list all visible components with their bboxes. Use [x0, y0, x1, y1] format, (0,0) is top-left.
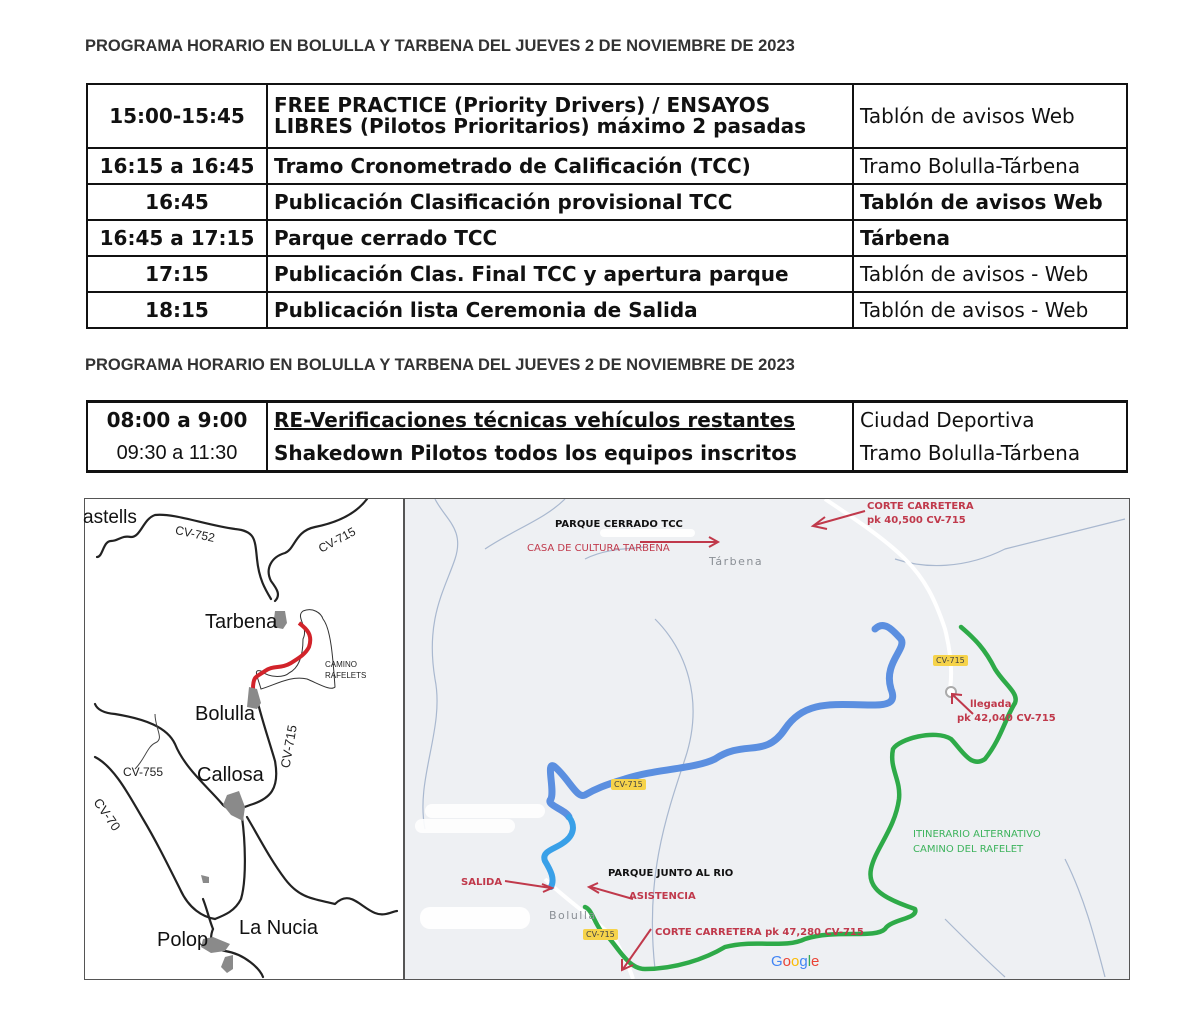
llegada-pk: pk 42,040 CV-715	[957, 713, 1056, 724]
parque-junto-rio-label: PARQUE JUNTO AL RIO	[608, 868, 734, 879]
time-cell: 08:00 a 9:00	[87, 402, 267, 437]
itinerario-label: ITINERARIO ALTERNATIVO	[913, 829, 1041, 840]
schematic-roads-icon	[85, 499, 403, 979]
llegada-label: llegada	[970, 699, 1012, 710]
location-cell: Tablón de avisos - Web	[853, 256, 1127, 292]
location-cell: Tárbena	[853, 220, 1127, 256]
schedule-heading-1: PROGRAMA HORARIO EN BOLULLA Y TARBENA DEL JUEVES 2 DE NOVIEMBRE DE 2023	[85, 36, 795, 55]
road-shield-cv715: CV-715	[611, 779, 646, 790]
table-row	[87, 184, 1127, 220]
road-label-cv715-north: CV-715	[316, 524, 358, 556]
route-map	[405, 499, 1129, 979]
camino-label: CAMINO RAFELETS	[325, 660, 367, 680]
activity-cell: RE-Verificaciones técnicas vehículos restantes	[267, 402, 853, 437]
location-cell: Tablón de avisos - Web	[853, 292, 1127, 328]
time-cell: 16:15 a 16:45	[87, 148, 267, 184]
time-cell: 18:15	[87, 292, 267, 328]
location-cell: Ciudad Deportiva	[853, 402, 1127, 437]
activity-cell: Shakedown Pilotos todos los equipos inscritos	[267, 437, 853, 472]
location-cell: Tablón de avisos Web	[853, 184, 1127, 220]
time-cell: 16:45 a 17:15	[87, 220, 267, 256]
town-label-polop: Polop	[157, 929, 209, 951]
corte-carretera-north-label: CORTE CARRETERA	[867, 501, 974, 512]
table-row	[87, 292, 1127, 328]
location-cell: Tramo Bolulla-Tárbena	[853, 148, 1127, 184]
schedule-heading-2: PROGRAMA HORARIO EN BOLULLA Y TARBENA DEL JUEVES 2 DE NOVIEMBRE DE 2023	[85, 355, 795, 374]
activity-cell: Publicación Clas. Final TCC y apertura parque	[267, 256, 853, 292]
table-row	[87, 220, 1127, 256]
activity-cell: FREE PRACTICE (Priority Drivers) / ENSAYOS LIBRES (Pilotos Prioritarios) máximo 2 pasadas	[267, 84, 853, 148]
town-label-bolulla: Bolulla	[195, 703, 256, 725]
town-label-la-nucia: La Nucia	[239, 917, 318, 939]
table-row	[87, 437, 1127, 472]
salida-label: SALIDA	[461, 877, 503, 888]
casa-cultura-label: CASA DE CULTURA TARBENA	[527, 543, 670, 554]
activity-cell: Parque cerrado TCC	[267, 220, 853, 256]
activity-cell: Publicación Clasificación provisional TCC	[267, 184, 853, 220]
road-shield-cv715: CV-715	[583, 929, 618, 940]
time-cell: 17:15	[87, 256, 267, 292]
time-cell: 15:00-15:45	[87, 84, 267, 148]
table-row	[87, 84, 1127, 148]
bolulla-map-label: Bolulla	[549, 909, 597, 922]
location-cell: Tramo Bolulla-Tárbena	[853, 437, 1127, 472]
schematic-map	[85, 499, 405, 979]
activity-cell: Publicación lista Ceremonia de Salida	[267, 292, 853, 328]
table-row	[87, 148, 1127, 184]
asistencia-label: ASISTENCIA	[629, 891, 696, 902]
corte-carretera-north-pk: pk 40,500 CV-715	[867, 515, 966, 526]
town-label-castells: astells	[83, 507, 137, 528]
activity-cell: Tramo Cronometrado de Calificación (TCC)	[267, 148, 853, 184]
time-cell: 09:30 a 11:30	[87, 437, 267, 472]
town-label-callosa: Callosa	[197, 764, 264, 786]
parque-cerrado-label: PARQUE CERRADO TCC	[555, 519, 683, 530]
schedule-table-2	[86, 400, 1128, 473]
road-label-cv752: CV-752	[173, 522, 217, 546]
location-cell: Tablón de avisos Web	[853, 84, 1127, 148]
google-logo: Google	[771, 953, 820, 970]
tarbena-map-label: Tárbena	[709, 555, 764, 568]
corte-carretera-south-label: CORTE CARRETERA pk 47,280 CV-715	[655, 927, 864, 938]
schedule-table-1	[86, 83, 1128, 329]
road-shield-cv715: CV-715	[933, 655, 968, 666]
table-row	[87, 256, 1127, 292]
maps-container	[84, 498, 1130, 980]
route-map-paths-icon	[405, 499, 1129, 979]
camino-rafelet-label: CAMINO DEL RAFELET	[913, 844, 1024, 855]
road-label-cv755: CV-755	[123, 765, 164, 779]
time-cell: 16:45	[87, 184, 267, 220]
road-label-cv70: CV-70	[90, 795, 124, 834]
table-row	[87, 402, 1127, 437]
town-label-tarbena: Tarbena	[205, 611, 278, 633]
road-label-cv715-south: CV-715	[277, 723, 300, 770]
